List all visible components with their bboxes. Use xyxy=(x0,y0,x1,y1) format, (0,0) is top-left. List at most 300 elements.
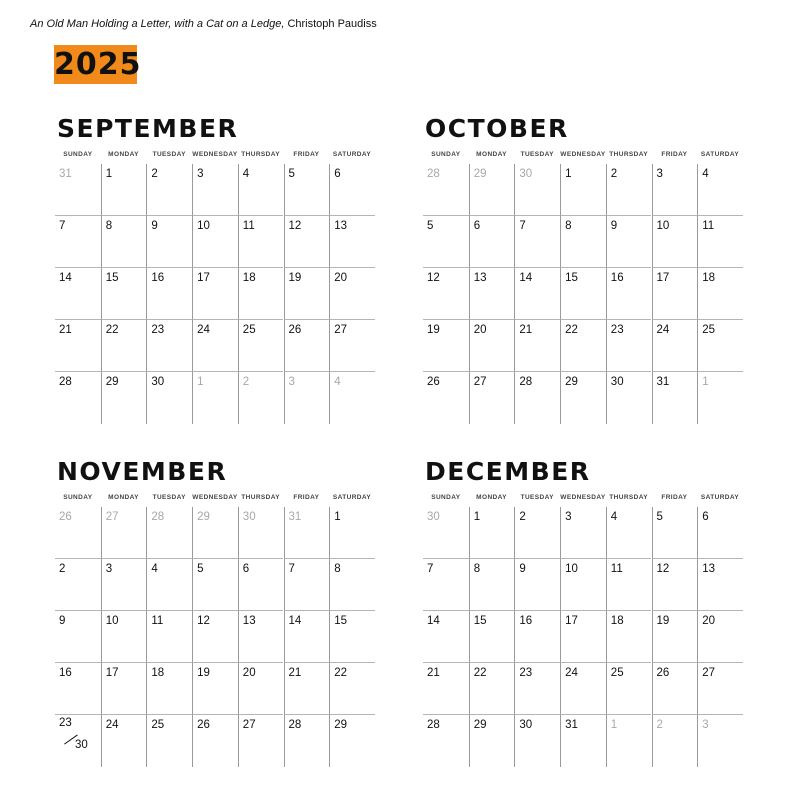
day-cell xyxy=(329,611,375,663)
day-cell xyxy=(146,320,192,372)
month-name: SEPTEMBER xyxy=(57,114,239,143)
day-cell xyxy=(55,164,101,216)
weekday-label: FRIDAY xyxy=(293,494,320,501)
day-cell xyxy=(697,320,743,372)
artwork-caption xyxy=(30,18,377,30)
day-cell xyxy=(329,268,375,320)
day-number: 5 xyxy=(197,563,204,575)
day-number: 23 xyxy=(59,717,72,729)
day-cell xyxy=(560,372,606,424)
day-cell xyxy=(329,663,375,715)
day-cell xyxy=(101,715,147,767)
day-number: 4 xyxy=(702,168,709,180)
day-cell xyxy=(423,611,469,663)
day-cell xyxy=(606,715,652,767)
day-number: 4 xyxy=(610,511,618,523)
day-cell xyxy=(697,559,743,611)
day-number: 23 xyxy=(151,324,165,336)
day-number: 24 xyxy=(656,324,670,336)
weekday-label: THURSDAY xyxy=(609,494,648,501)
day-number: 21 xyxy=(519,324,533,336)
day-cell xyxy=(284,611,330,663)
day-cell xyxy=(101,320,147,372)
day-cell xyxy=(192,611,238,663)
day-cell xyxy=(146,164,192,216)
weekday-header xyxy=(423,151,743,163)
day-number: 12 xyxy=(427,272,440,284)
day-number: 26 xyxy=(427,376,440,388)
weekday-header xyxy=(423,494,743,506)
weekday-label: SATURDAY xyxy=(332,151,372,158)
day-number: 12 xyxy=(656,563,670,575)
day-number: 18 xyxy=(242,272,256,284)
day-number: 25 xyxy=(242,324,256,336)
calendar-grid xyxy=(423,164,743,424)
day-cell xyxy=(238,164,284,216)
day-cell xyxy=(55,372,101,424)
artwork-title: An Old Man Holding a Letter, with a Cat on a Ledge, xyxy=(30,18,285,30)
day-number: 21 xyxy=(288,667,302,679)
day-cell xyxy=(514,216,560,268)
day-number: 9 xyxy=(610,220,618,232)
day-cell xyxy=(514,663,560,715)
day-number: 30 xyxy=(151,376,165,388)
day-number: 22 xyxy=(105,324,119,336)
day-cell xyxy=(55,611,101,663)
day-cell xyxy=(238,216,284,268)
day-number: 30 xyxy=(610,376,624,388)
day-number: 7 xyxy=(427,563,434,575)
day-cell xyxy=(192,268,238,320)
day-cell xyxy=(146,372,192,424)
day-cell xyxy=(146,507,192,559)
day-cell xyxy=(652,715,698,767)
day-number: 10 xyxy=(105,615,119,627)
day-number: 24 xyxy=(197,324,210,336)
day-cell xyxy=(192,320,238,372)
day-cell xyxy=(423,216,469,268)
day-number: 17 xyxy=(565,615,578,627)
year-badge: 2025 xyxy=(54,47,142,82)
day-cell xyxy=(697,507,743,559)
day-cell xyxy=(652,663,698,715)
day-number: 9 xyxy=(519,563,526,575)
day-number: 24 xyxy=(565,667,578,679)
weekday-label: WEDNESDAY xyxy=(560,151,606,158)
day-number: 16 xyxy=(610,272,624,284)
day-number: 27 xyxy=(334,324,347,336)
day-cell xyxy=(284,715,330,767)
day-number: 29 xyxy=(473,719,487,731)
weekday-label: THURSDAY xyxy=(609,151,648,158)
day-cell xyxy=(329,320,375,372)
day-cell xyxy=(652,507,698,559)
month-name: NOVEMBER xyxy=(57,457,228,486)
day-number: 28 xyxy=(288,719,302,731)
weekday-label: WEDNESDAY xyxy=(192,494,238,501)
day-number: 20 xyxy=(473,324,487,336)
day-number: 15 xyxy=(105,272,119,284)
day-cell xyxy=(652,164,698,216)
month-name: OCTOBER xyxy=(425,114,569,143)
day-cell xyxy=(514,715,560,767)
day-number: 1 xyxy=(334,511,341,523)
adjacent-month-day-number: 30 xyxy=(242,511,256,523)
day-number: 13 xyxy=(702,563,715,575)
weekday-label: MONDAY xyxy=(108,494,139,501)
day-number: 19 xyxy=(288,272,302,284)
day-cell xyxy=(697,216,743,268)
adjacent-month-day-number: 28 xyxy=(151,511,165,523)
adjacent-month-day-number: 28 xyxy=(427,168,440,180)
day-cell xyxy=(192,164,238,216)
day-cell xyxy=(238,715,284,767)
adjacent-month-day-number: 27 xyxy=(105,511,119,523)
day-number: 18 xyxy=(151,667,165,679)
day-number: 1 xyxy=(105,168,113,180)
weekday-label: SUNDAY xyxy=(431,494,461,501)
day-number: 16 xyxy=(151,272,165,284)
day-cell xyxy=(560,320,606,372)
day-cell xyxy=(423,559,469,611)
day-number: 14 xyxy=(519,272,533,284)
day-number: 2 xyxy=(59,563,66,575)
day-cell xyxy=(329,559,375,611)
day-cell xyxy=(55,715,101,767)
day-cell xyxy=(329,507,375,559)
day-cell xyxy=(192,715,238,767)
day-number: 4 xyxy=(151,563,158,575)
day-cell xyxy=(652,216,698,268)
day-cell xyxy=(284,507,330,559)
day-cell xyxy=(606,611,652,663)
day-cell xyxy=(238,372,284,424)
day-number: 8 xyxy=(105,220,113,232)
day-number: 29 xyxy=(334,719,347,731)
weekday-label: TUESDAY xyxy=(152,151,186,158)
day-number: 16 xyxy=(59,667,72,679)
day-number: 20 xyxy=(702,615,715,627)
day-number: 25 xyxy=(702,324,715,336)
day-number: 4 xyxy=(242,168,250,180)
adjacent-month-day-number: 4 xyxy=(334,376,341,388)
day-number: 5 xyxy=(288,168,295,180)
day-cell xyxy=(192,372,238,424)
day-number: 15 xyxy=(473,615,487,627)
adjacent-month-day-number: 31 xyxy=(59,168,72,180)
day-number: 13 xyxy=(242,615,256,627)
day-number: 16 xyxy=(519,615,533,627)
day-number: 3 xyxy=(197,168,204,180)
day-number: 26 xyxy=(656,667,670,679)
day-cell xyxy=(514,611,560,663)
day-number: 3 xyxy=(656,168,663,180)
day-cell xyxy=(514,164,560,216)
day-cell xyxy=(606,320,652,372)
day-number: 22 xyxy=(565,324,578,336)
day-cell xyxy=(146,611,192,663)
day-number: 19 xyxy=(197,667,210,679)
adjacent-month-day-number: 29 xyxy=(197,511,210,523)
day-number: 17 xyxy=(197,272,210,284)
day-cell xyxy=(146,715,192,767)
day-number: 27 xyxy=(702,667,715,679)
day-number: 14 xyxy=(288,615,302,627)
day-cell xyxy=(284,216,330,268)
day-cell xyxy=(284,372,330,424)
day-cell xyxy=(101,372,147,424)
day-number: 6 xyxy=(473,220,481,232)
day-cell xyxy=(101,216,147,268)
weekday-label: WEDNESDAY xyxy=(560,494,606,501)
day-cell xyxy=(101,268,147,320)
day-cell xyxy=(652,320,698,372)
day-number: 11 xyxy=(702,220,715,232)
day-cell xyxy=(606,663,652,715)
day-cell xyxy=(192,507,238,559)
day-cell xyxy=(514,268,560,320)
calendar-grid xyxy=(55,164,375,424)
day-cell xyxy=(55,559,101,611)
adjacent-month-day-number: 1 xyxy=(702,376,709,388)
weekday-label: THURSDAY xyxy=(241,494,280,501)
day-cell xyxy=(469,164,515,216)
day-number: 13 xyxy=(473,272,487,284)
day-number: 7 xyxy=(519,220,526,232)
day-cell xyxy=(560,216,606,268)
adjacent-month-day-number: 1 xyxy=(610,719,618,731)
day-number: 21 xyxy=(59,324,72,336)
day-number: 30 xyxy=(519,719,533,731)
weekday-label: TUESDAY xyxy=(152,494,186,501)
day-number: 25 xyxy=(151,719,165,731)
adjacent-month-day-number: 3 xyxy=(702,719,709,731)
day-cell xyxy=(469,320,515,372)
day-number: 8 xyxy=(565,220,572,232)
day-number: 28 xyxy=(519,376,533,388)
day-cell xyxy=(469,559,515,611)
day-number: 25 xyxy=(610,667,624,679)
day-number: 2 xyxy=(519,511,526,523)
adjacent-month-day-number: 2 xyxy=(242,376,250,388)
day-number: 13 xyxy=(334,220,347,232)
weekday-label: SATURDAY xyxy=(332,494,372,501)
day-cell xyxy=(192,663,238,715)
day-number: 15 xyxy=(565,272,578,284)
day-cell xyxy=(560,559,606,611)
day-number: 20 xyxy=(242,667,256,679)
day-cell xyxy=(560,715,606,767)
day-number: 5 xyxy=(427,220,434,232)
weekday-label: MONDAY xyxy=(108,151,139,158)
day-cell xyxy=(101,663,147,715)
day-number: 30 xyxy=(75,739,88,751)
day-number: 18 xyxy=(702,272,715,284)
day-cell xyxy=(606,268,652,320)
day-number: 24 xyxy=(105,719,119,731)
day-number: 11 xyxy=(610,563,623,575)
day-number: 23 xyxy=(610,324,624,336)
day-number: 6 xyxy=(242,563,250,575)
day-number: 8 xyxy=(334,563,341,575)
day-cell xyxy=(697,611,743,663)
day-cell xyxy=(238,268,284,320)
day-cell xyxy=(469,372,515,424)
day-cell xyxy=(238,663,284,715)
day-cell xyxy=(101,611,147,663)
calendar-grid xyxy=(55,507,375,767)
day-number: 7 xyxy=(59,220,66,232)
day-number: 21 xyxy=(427,667,440,679)
day-number: 10 xyxy=(656,220,670,232)
day-cell xyxy=(652,268,698,320)
day-cell xyxy=(423,320,469,372)
day-cell xyxy=(101,559,147,611)
day-cell xyxy=(238,559,284,611)
day-cell xyxy=(606,559,652,611)
day-number: 27 xyxy=(473,376,487,388)
day-number: 9 xyxy=(151,220,158,232)
day-number: 23 xyxy=(519,667,533,679)
weekday-label: FRIDAY xyxy=(661,494,688,501)
weekday-label: SUNDAY xyxy=(63,151,93,158)
day-number: 22 xyxy=(334,667,347,679)
day-cell xyxy=(192,559,238,611)
day-number: 6 xyxy=(334,168,341,180)
weekday-label: TUESDAY xyxy=(520,151,554,158)
day-cell xyxy=(697,372,743,424)
day-number: 15 xyxy=(334,615,347,627)
day-number: 14 xyxy=(427,615,440,627)
artist-name: Christoph Paudiss xyxy=(287,18,377,30)
day-number: 27 xyxy=(242,719,256,731)
day-number: 29 xyxy=(565,376,578,388)
day-cell xyxy=(514,559,560,611)
day-cell xyxy=(606,372,652,424)
day-number: 26 xyxy=(197,719,210,731)
day-cell xyxy=(238,507,284,559)
day-number: 8 xyxy=(473,563,481,575)
day-number: 20 xyxy=(334,272,347,284)
day-cell xyxy=(238,611,284,663)
adjacent-month-day-number: 30 xyxy=(427,511,440,523)
day-number: 29 xyxy=(105,376,119,388)
day-cell xyxy=(606,164,652,216)
day-number: 11 xyxy=(242,220,255,232)
day-number: 11 xyxy=(151,615,164,627)
day-number: 17 xyxy=(105,667,119,679)
day-number: 26 xyxy=(288,324,302,336)
day-number: 6 xyxy=(702,511,709,523)
day-number: 10 xyxy=(197,220,210,232)
day-cell xyxy=(55,663,101,715)
day-number: 19 xyxy=(427,324,440,336)
adjacent-month-day-number: 26 xyxy=(59,511,72,523)
weekday-label: MONDAY xyxy=(476,494,507,501)
day-cell xyxy=(606,216,652,268)
day-cell xyxy=(329,164,375,216)
day-number: 12 xyxy=(288,220,302,232)
day-cell xyxy=(697,663,743,715)
day-cell xyxy=(55,320,101,372)
day-cell xyxy=(469,715,515,767)
adjacent-month-day-number: 2 xyxy=(656,719,663,731)
day-cell xyxy=(560,268,606,320)
day-number: 28 xyxy=(427,719,440,731)
day-cell xyxy=(697,164,743,216)
day-cell xyxy=(514,320,560,372)
day-cell xyxy=(423,715,469,767)
weekday-label: FRIDAY xyxy=(661,151,688,158)
day-cell xyxy=(697,715,743,767)
day-number: 7 xyxy=(288,563,295,575)
day-cell xyxy=(55,507,101,559)
day-number: 22 xyxy=(473,667,487,679)
day-cell xyxy=(423,164,469,216)
day-number: 2 xyxy=(151,168,158,180)
adjacent-month-day-number: 29 xyxy=(473,168,487,180)
day-cell xyxy=(146,216,192,268)
day-cell xyxy=(238,320,284,372)
day-number: 3 xyxy=(565,511,572,523)
day-cell xyxy=(469,663,515,715)
day-number: 3 xyxy=(105,563,113,575)
weekday-label: FRIDAY xyxy=(293,151,320,158)
day-cell xyxy=(606,507,652,559)
day-cell xyxy=(101,164,147,216)
day-number: 31 xyxy=(656,376,670,388)
weekday-label: SUNDAY xyxy=(63,494,93,501)
day-number: 9 xyxy=(59,615,66,627)
weekday-label: MONDAY xyxy=(476,151,507,158)
day-cell xyxy=(697,268,743,320)
day-cell xyxy=(284,164,330,216)
adjacent-month-day-number: 1 xyxy=(197,376,204,388)
day-cell xyxy=(652,559,698,611)
day-number: 31 xyxy=(565,719,578,731)
weekday-label: SATURDAY xyxy=(700,151,740,158)
day-cell xyxy=(560,663,606,715)
day-cell xyxy=(329,715,375,767)
day-cell xyxy=(423,372,469,424)
day-number: 12 xyxy=(197,615,210,627)
day-cell xyxy=(284,663,330,715)
day-number: 1 xyxy=(473,511,481,523)
adjacent-month-day-number: 30 xyxy=(519,168,533,180)
day-number: 17 xyxy=(656,272,670,284)
day-number: 5 xyxy=(656,511,663,523)
day-cell xyxy=(192,216,238,268)
day-cell xyxy=(423,507,469,559)
day-number: 28 xyxy=(59,376,72,388)
weekday-label: TUESDAY xyxy=(520,494,554,501)
day-cell xyxy=(146,268,192,320)
day-number: 19 xyxy=(656,615,670,627)
day-cell xyxy=(55,268,101,320)
day-cell xyxy=(101,507,147,559)
day-cell xyxy=(423,663,469,715)
weekday-header xyxy=(55,151,375,163)
day-number: 10 xyxy=(565,563,578,575)
day-cell xyxy=(146,559,192,611)
weekday-label: THURSDAY xyxy=(241,151,280,158)
day-cell xyxy=(284,320,330,372)
calendar-grid xyxy=(423,507,743,767)
day-cell xyxy=(514,372,560,424)
day-cell xyxy=(469,611,515,663)
day-cell xyxy=(329,372,375,424)
day-cell xyxy=(560,164,606,216)
